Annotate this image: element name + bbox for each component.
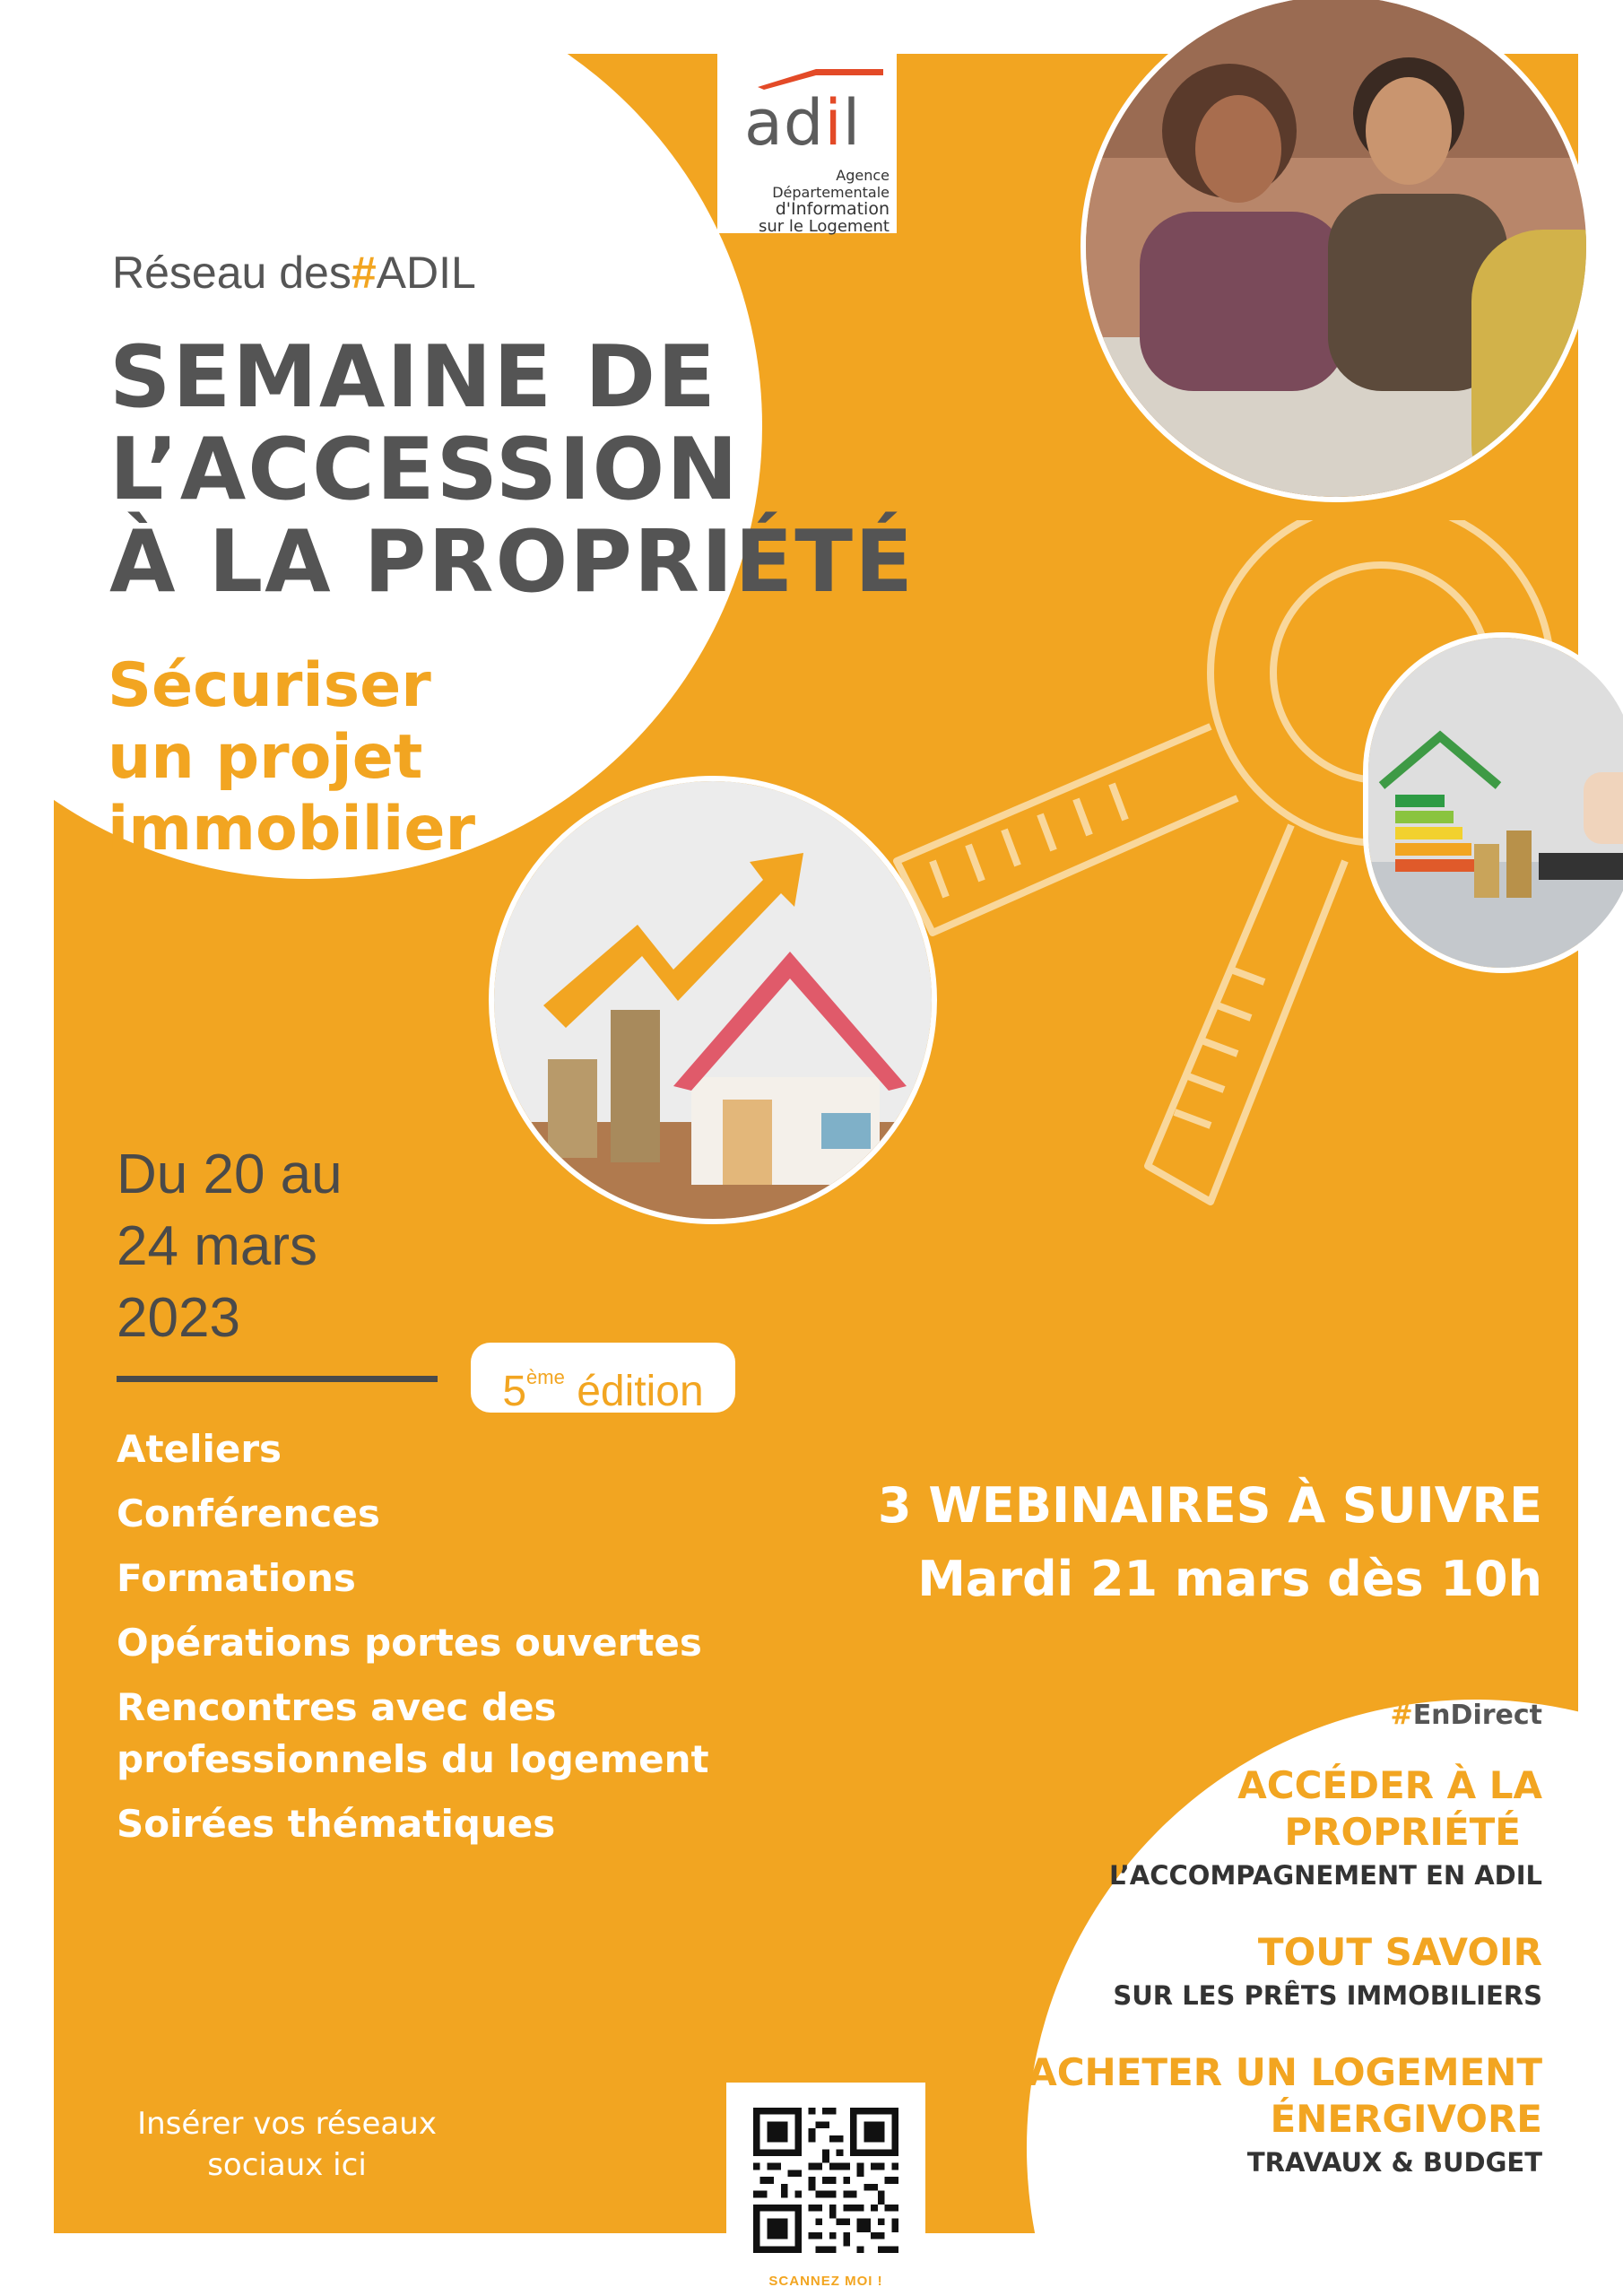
social-networks-placeholder: Insérer vos réseaux sociaux ici xyxy=(137,2106,437,2183)
energy-label-photo xyxy=(1363,632,1623,973)
logo-subtitle: Agence Départementale d'Information sur le Logement xyxy=(758,167,890,236)
adil-logo xyxy=(717,54,897,236)
qr-code-label: SCANNEZ MOI ! xyxy=(768,2274,883,2289)
webinars-headline: 3 WEBINAIRES À SUIVRE Mardi 21 mars dès 10h xyxy=(878,1477,1542,1607)
webinars-list xyxy=(1028,1762,1542,2216)
logo-wordmark: adil xyxy=(744,86,862,160)
event-dates: Du 20 au 24 mars 2023 xyxy=(117,1144,343,1349)
list-item: Conférences xyxy=(117,1492,380,1535)
page-title: SEMAINE DE L’ACCESSION À LA PROPRIÉTÉ xyxy=(109,328,915,612)
network-label: Réseau des#ADIL xyxy=(112,248,476,298)
webinar-item: ACHETER UN LOGEMENT ÉNERGIVORE TRAVAUX & BUDGET xyxy=(1028,2050,1542,2178)
webinar-item: ACCÉDER À LA PROPRIÉTÉ L’ACCOMPAGNEMENT EN ADIL xyxy=(1108,1763,1542,1891)
list-item: Ateliers xyxy=(117,1427,282,1471)
list-item: Soirées thématiques xyxy=(117,1802,556,1846)
endirect-tag: #EnDirect xyxy=(1390,1700,1542,1731)
list-item: Formations xyxy=(117,1556,356,1600)
house-growth-photo xyxy=(489,776,937,1224)
list-item: Rencontres avec des professionnels du logement xyxy=(117,1685,709,1781)
qr-code[interactable] xyxy=(726,2083,925,2296)
webinar-item: TOUT SAVOIR SUR LES PRÊTS IMMOBILIERS xyxy=(1113,1930,1542,2011)
page-subtitle: Sécuriser un projet immobilier xyxy=(108,650,475,865)
activities-list xyxy=(117,1417,709,1857)
list-item: Opérations portes ouvertes xyxy=(117,1621,702,1665)
edition-badge: 5ème édition xyxy=(471,1343,735,1413)
people-photo xyxy=(1081,0,1592,502)
date-divider xyxy=(117,1376,438,1382)
qr-code-icon xyxy=(753,2108,898,2253)
